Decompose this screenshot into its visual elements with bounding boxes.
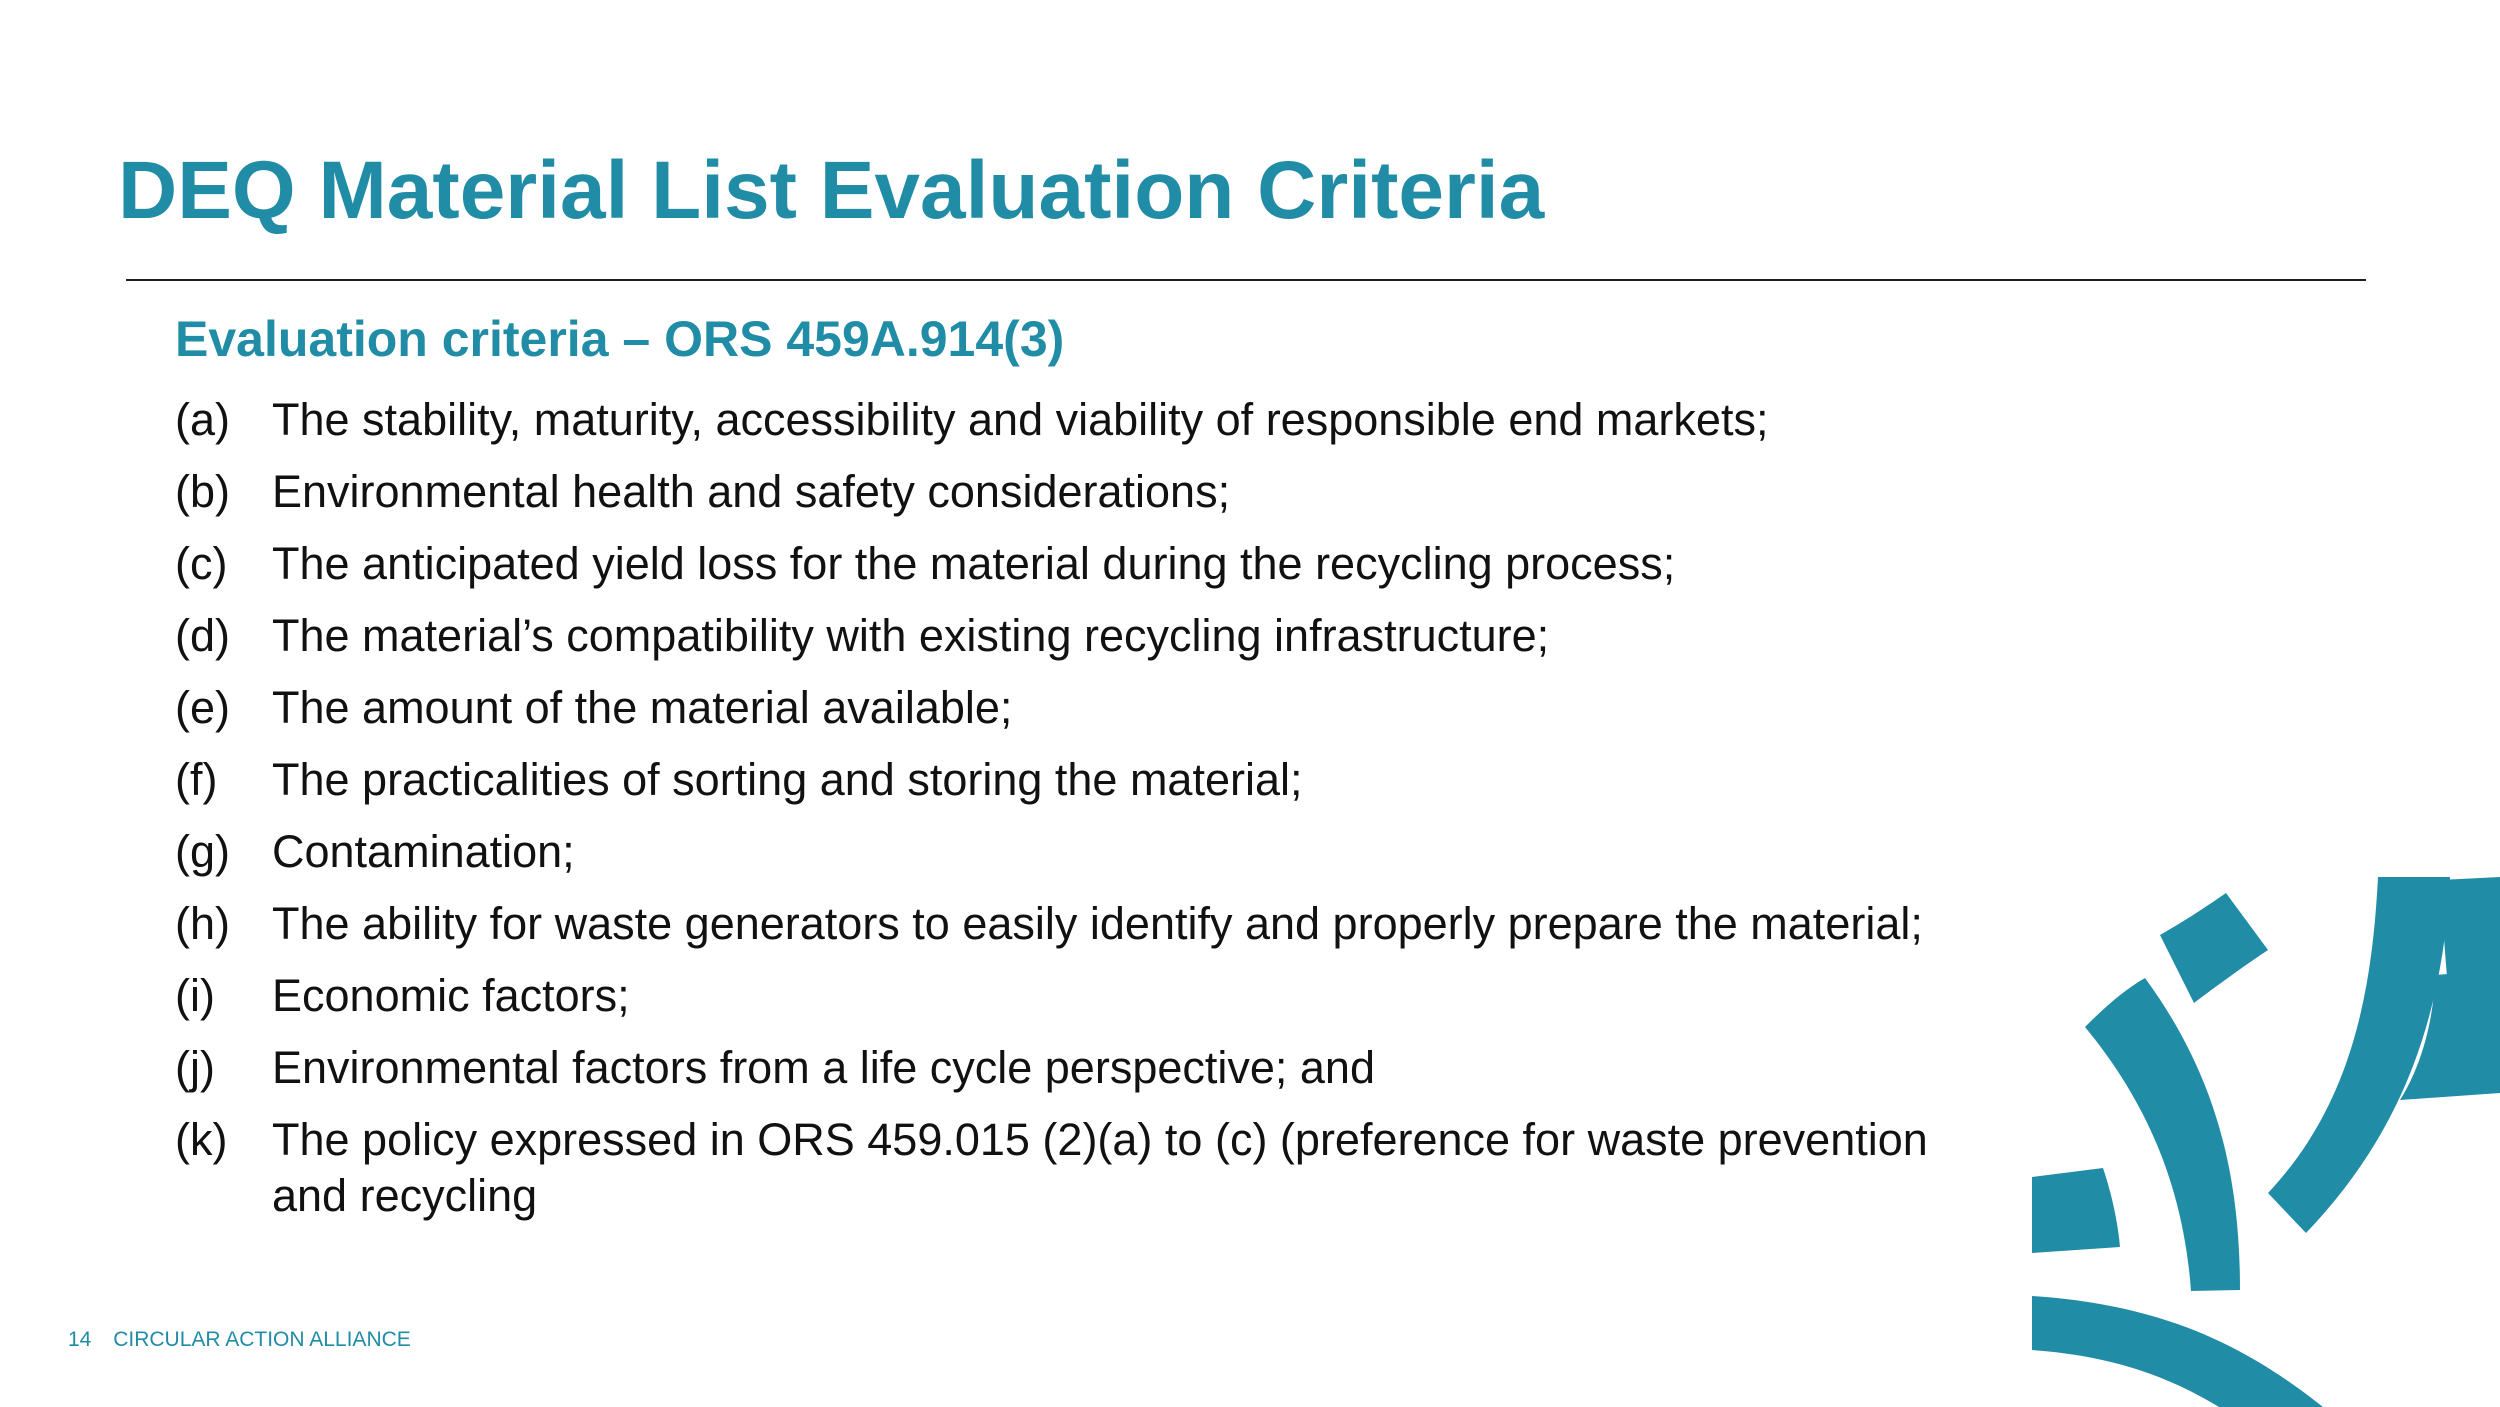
criterion-text: The material’s compatibility with existing recycling infrastructure; [272, 610, 1550, 661]
criterion-marker: (b) [175, 466, 230, 517]
criterion-marker: (d) [175, 610, 230, 661]
criterion-marker: (e) [175, 682, 230, 733]
footer-organization: CIRCULAR ACTION ALLIANCE [113, 1328, 411, 1351]
slide-title: DEQ Material List Evaluation Criteria [118, 145, 1545, 236]
criterion-text: Contamination; [272, 826, 575, 877]
footer [68, 1329, 411, 1350]
page-number: 14 [68, 1328, 92, 1351]
criterion-f [175, 752, 1975, 808]
criterion-j [175, 1040, 1975, 1096]
criterion-text: The amount of the material available; [272, 682, 1013, 733]
title-divider [126, 279, 2366, 281]
criterion-marker: (h) [175, 898, 230, 949]
criterion-b [175, 464, 1975, 520]
criteria-list [175, 392, 1975, 1240]
criterion-k [175, 1112, 1975, 1224]
criterion-text: Environmental health and safety considerations; [272, 466, 1231, 517]
bottom-large-arc [2032, 1296, 2323, 1407]
criterion-marker: (i) [175, 970, 215, 1021]
criterion-g [175, 824, 1975, 880]
criterion-marker: (j) [175, 1042, 215, 1093]
criterion-h [175, 896, 1975, 952]
criterion-marker: (g) [175, 826, 230, 877]
criterion-marker: (f) [175, 754, 218, 805]
criterion-text: The anticipated yield loss for the material during the recycling process; [272, 538, 1676, 589]
criterion-marker: (c) [175, 538, 228, 589]
left-small-arc [2032, 1168, 2120, 1253]
arc-segments [2032, 877, 2500, 1407]
criterion-marker: (a) [175, 394, 230, 445]
criterion-a [175, 392, 1975, 448]
criterion-text: Environmental factors from a life cycle perspective; and [272, 1042, 1375, 1093]
criterion-e [175, 680, 1975, 736]
criterion-i [175, 968, 1975, 1024]
criterion-text: Economic factors; [272, 970, 630, 1021]
small-top-arc [2160, 893, 2268, 1003]
criterion-d [175, 608, 1975, 664]
criterion-marker: (k) [175, 1114, 228, 1165]
criterion-text: The policy expressed in ORS 459.015 (2)(a) to (c) (preference for waste prevention and recycling [272, 1114, 1928, 1221]
criterion-c [175, 536, 1975, 592]
section-heading: Evaluation criteria – ORS 459A.914(3) [175, 311, 1065, 367]
criterion-text: The stability, maturity, accessibility and viability of responsible end markets; [272, 394, 1769, 445]
brand-mark-graphic [2000, 860, 2500, 1407]
criterion-text: The ability for waste generators to easily identify and properly prepare the material; [272, 898, 1923, 949]
criterion-text: The practicalities of sorting and storing the material; [272, 754, 1303, 805]
